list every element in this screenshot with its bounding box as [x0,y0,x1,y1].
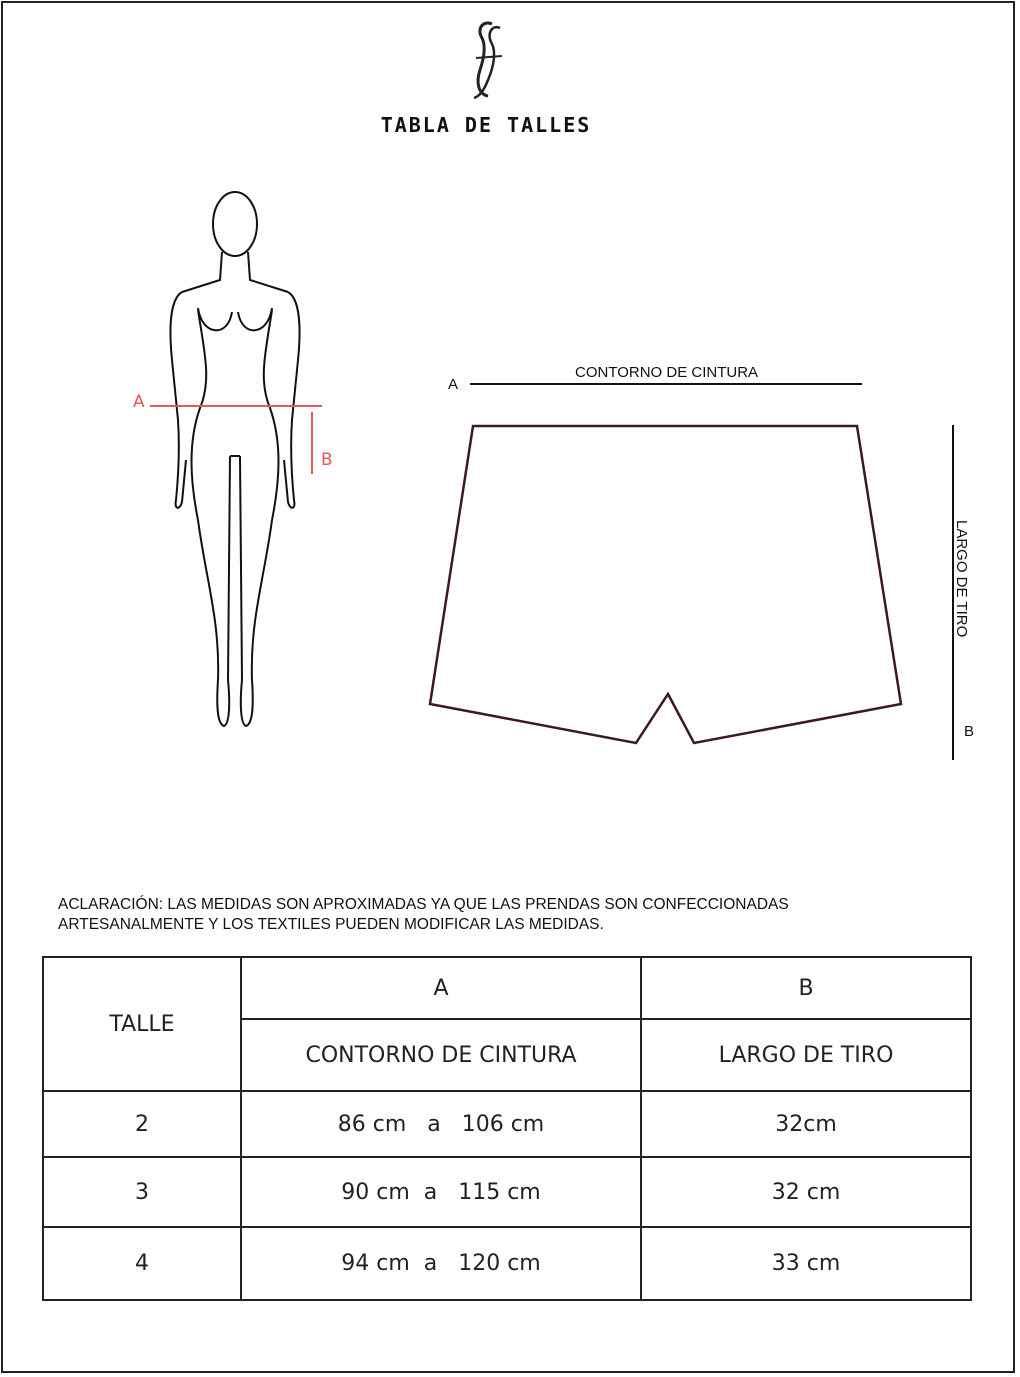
rise-cell: 32cm [641,1091,971,1157]
rise-cell: 33 cm [641,1227,971,1300]
table-row [43,1227,971,1300]
col-b-letter-cell: B [641,957,971,1019]
disclaimer-line-2: ARTESANALMENTE Y LOS TEXTILES PUEDEN MODIFICAR LAS MEDIDAS. [58,916,604,933]
figure-label-b: B [321,450,333,470]
col-a-letter-cell: A [241,957,641,1019]
waist-measure-label: CONTORNO DE CINTURA [575,364,759,381]
waist-cell: 94 cm a 120 cm [241,1227,641,1300]
size-header-cell: TALLE [43,957,241,1091]
disclaimer-note [58,895,958,935]
disclaimer-line-1: ACLARACIÓN: LAS MEDIDAS SON APROXIMADAS YA QUE LAS PRENDAS SON CONFECCIONADAS [58,896,789,913]
size-table [42,956,972,1301]
shorts-outline-illustration [420,410,920,760]
col-b-label-cell: LARGO DE TIRO [641,1019,971,1091]
brand-logo [462,18,512,102]
col-a-label-cell: CONTORNO DE CINTURA [241,1019,641,1091]
waist-measure-line [470,383,862,385]
waist-cell: 90 cm a 115 cm [241,1157,641,1227]
rise-measure-label: LARGO DE TIRO [953,520,970,638]
table-row [43,1091,971,1157]
diagram-label-b: B [964,723,975,740]
size-cell: 4 [43,1227,241,1300]
size-cell: 2 [43,1091,241,1157]
table-row [43,1157,971,1227]
page-title: TABLA DE TALLES [380,113,592,137]
waist-cell: 86 cm a 106 cm [241,1091,641,1157]
size-cell: 3 [43,1157,241,1227]
table-header-row [43,957,971,1019]
figure-label-a: A [133,392,145,412]
diagram-label-a: A [448,376,459,393]
rise-cell: 32 cm [641,1157,971,1227]
